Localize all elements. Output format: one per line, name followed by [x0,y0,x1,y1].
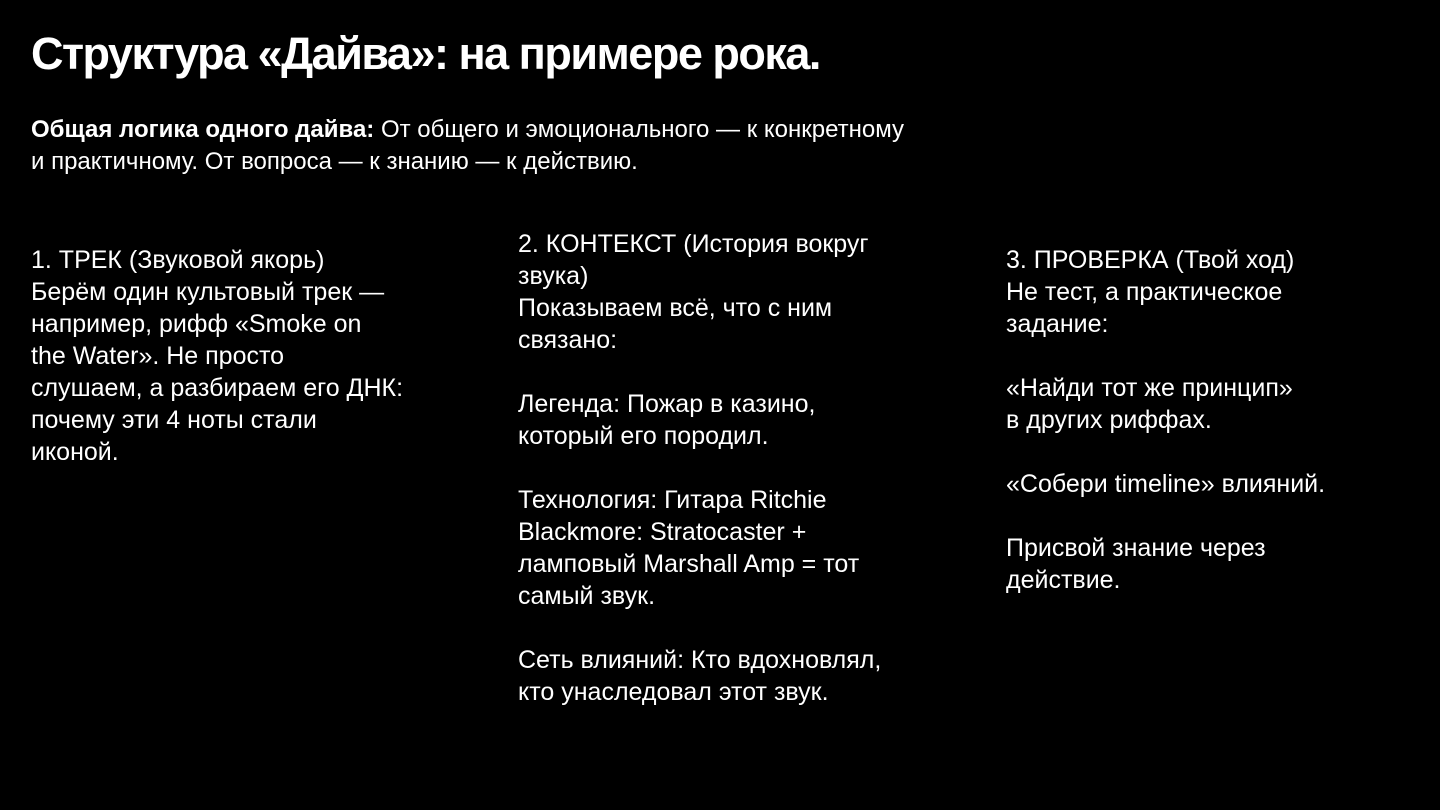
column-line: Берём один культовый трек — [31,278,385,306]
column-line: слушаем, а разбираем его ДНК: [31,374,404,402]
column-line: например, рифф «Smoke on [31,310,362,338]
paragraph-gap [1006,340,1406,372]
intro-line-2: и практичному. От вопроса — к знанию — к действию. [31,148,638,175]
legend-line: Легенда: Пожар в казино, [518,390,816,418]
paragraph-gap [518,612,938,644]
outro-line: действие. [1006,566,1121,594]
column-line: иконой. [31,438,119,466]
column-context [518,228,938,708]
intro-line-1: От общего и эмоционального — к конкретному [374,116,905,143]
column-line: почему эти 4 ноты стали [31,406,317,434]
task-line: в других риффах. [1006,406,1212,434]
technology-line: Blackmore: Stratocaster + [518,518,807,546]
column-line: Показываем всё, что с ним [518,294,833,322]
column-line: the Water». Не просто [31,342,285,370]
intro-bold-label: Общая логика одного дайва: [31,116,375,143]
column-heading: 3. ПРОВЕРКА (Твой ход) [1006,246,1295,274]
task-line: «Найди тот же принцип» [1006,374,1293,402]
column-line: задание: [1006,310,1109,338]
paragraph-gap [1006,500,1406,532]
technology-line: Технология: Гитара Ritchie [518,486,827,514]
influence-line: кто унаследовал этот звук. [518,678,829,706]
column-heading: звука) [518,262,589,290]
column-track [31,244,461,468]
task-line: «Собери timeline» влияний. [1006,470,1326,498]
column-line: связано: [518,326,618,354]
paragraph-gap [518,452,938,484]
outro-line: Присвой знание через [1006,534,1266,562]
paragraph-gap [1006,436,1406,468]
column-heading: 2. КОНТЕКСТ (История вокруг [518,230,869,258]
paragraph-gap [518,356,938,388]
legend-line: который его породил. [518,422,769,450]
influence-line: Сеть влияний: Кто вдохновлял, [518,646,882,674]
technology-line: самый звук. [518,582,656,610]
intro-text [31,114,1091,178]
technology-line: ламповый Marshall Amp = тот [518,550,860,578]
column-heading: 1. ТРЕК (Звуковой якорь) [31,246,325,274]
page-title: Структура «Дайва»: на примере рока. [31,28,820,79]
column-line: Не тест, а практическое [1006,278,1283,306]
column-check [1006,244,1406,596]
